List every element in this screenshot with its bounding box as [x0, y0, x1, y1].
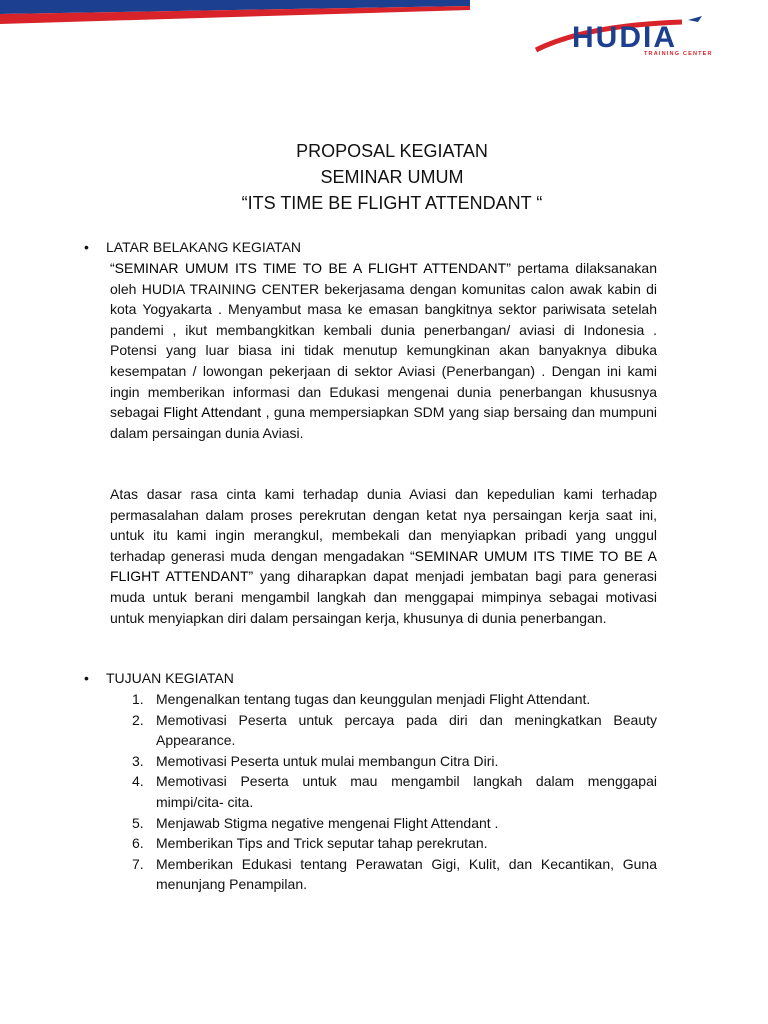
- section-heading-text: LATAR BELAKANG KEGIATAN: [106, 239, 302, 255]
- objectives-list: [110, 689, 657, 895]
- list-item: [110, 710, 657, 751]
- list-item-text: Menjawab Stigma negative mengenai Flight Attendant .: [156, 814, 499, 831]
- paragraph-background-2: [110, 484, 657, 628]
- paragraph-text: pertama dilaksanakan oleh HUDIA TRAINING CENTER bekerjasama dengan komunitas calon awak kabin di kota Yogyakarta . Menyambut masa ke emasan bangkitnya sektor pariwisata setelah pandemi , ikut membangkitkan kembali dunia penerbangan/ aviasi di Indonesia . Potensi yang luar biasa ini tidak menutup kemungkinan akan banyaknya dibuka kesempatan / lowongan pekerjaan di sektor Aviasi (Penerbangan) . Dengan ini kami ingin memberikan informasi dan Edukasi mengenai dunia penerbangan khususnya sebagai: [110, 260, 657, 421]
- bullet-icon: •: [84, 670, 89, 686]
- section-heading-tujuan: [84, 668, 234, 689]
- list-number: 5.: [132, 814, 144, 831]
- list-item-text: Memotivasi Peserta untuk percaya pada diri dan meningkatkan Beauty Appearance.: [156, 711, 657, 749]
- list-item: [110, 813, 657, 834]
- title-line-2: SEMINAR UMUM: [320, 167, 464, 187]
- list-number: 4.: [132, 773, 144, 790]
- list-number: 1.: [132, 691, 144, 707]
- paragraph-text: , guna mempersiapkan SDM yang siap bersaing dan mumpuni dalam persaingan dunia Aviasi.: [110, 404, 657, 441]
- list-item: [110, 771, 657, 812]
- list-item: [110, 751, 657, 772]
- list-item: [110, 833, 657, 854]
- document-title: [0, 138, 768, 216]
- title-line-3: “ITS TIME BE FLIGHT ATTENDANT “: [241, 193, 543, 213]
- list-number: 2.: [132, 711, 144, 728]
- list-item-text: Memotivasi Peserta untuk mulai membangun Citra Diri.: [156, 752, 499, 769]
- list-number: 7.: [132, 855, 144, 872]
- paragraph-background-1: [110, 258, 657, 443]
- list-number: 6.: [132, 835, 144, 852]
- list-item-text: Mengenalkan tentang tugas dan keunggulan menjadi Flight Attendant.: [156, 691, 591, 707]
- logo-wordmark: HUDIA: [572, 21, 677, 54]
- list-item-text: Memberikan Tips and Trick seputar tahap perekrutan.: [156, 835, 488, 852]
- list-number: 3.: [132, 752, 144, 769]
- section-heading-latar-belakang: [84, 237, 301, 258]
- title-line-1: PROPOSAL KEGIATAN: [296, 141, 488, 161]
- event-name-strong: “SEMINAR UMUM ITS TIME TO BE A FLIGHT ATTENDANT”: [110, 260, 511, 276]
- list-item-text: Memotivasi Peserta untuk mau mengambil langkah dalam menggapai mimpi/cita- cita.: [156, 773, 657, 810]
- list-item: [110, 854, 657, 895]
- paragraph-text: Atas dasar rasa cinta kami terhadap dunia Aviasi dan kepedulian kami terhadap permasalahan dalam proses perekrutan dengan ketat nya persaingan kerja saat ini, untuk itu kami ingin merangkul, membekali dan menyiapkan pribadi yang unggul terhadap generasi muda dengan mengadakan: [110, 486, 657, 564]
- section-heading-text: TUJUAN KEGIATAN: [106, 670, 234, 686]
- paragraph-text: yang diharapkan dapat menjadi jembatan bagi para generasi muda untuk berani mengambil langkah dan menggapai mimpinya sebagai motivasi untuk menyiapkan diri dalam persaingan kerja, khusunya di dunia penerbangan.: [110, 568, 657, 626]
- list-item: [110, 689, 657, 710]
- logo-subtitle: TRAINING CENTER: [644, 51, 713, 57]
- event-name-strong: “SEMINAR UMUM ITS TIME TO BE A FLIGHT ATTENDANT”: [110, 547, 657, 585]
- list-item-text: Memberikan Edukasi tentang Perawatan Gigi, Kulit, dan Kecantikan, Guna menunjang Penampilan.: [156, 855, 657, 893]
- hudia-logo: [532, 6, 732, 60]
- bullet-icon: •: [84, 239, 89, 255]
- flight-attendant-strong: Flight Attendant: [163, 404, 262, 421]
